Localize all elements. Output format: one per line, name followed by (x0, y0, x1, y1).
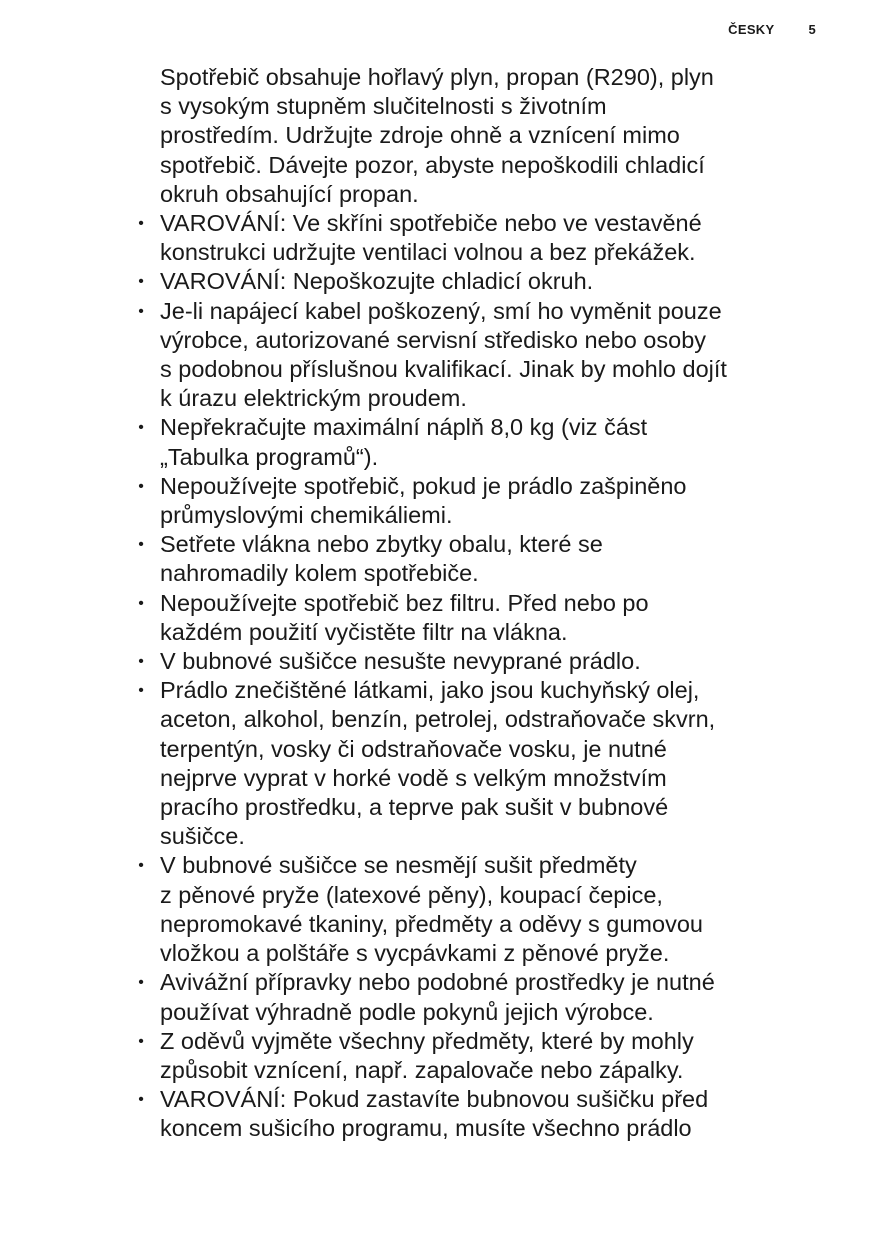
list-item-line: koncem sušicího programu, musíte všechno prádlo (160, 1115, 692, 1142)
list-item-line: výrobce, autorizované servisní středisko nebo osoby (160, 326, 707, 353)
bullet-list (138, 209, 830, 1144)
list-item (138, 968, 830, 1026)
bullet-icon: • (138, 1091, 144, 1109)
list-item-line: z pěnové pryže (latexové pěny), koupací čepice, (160, 881, 663, 908)
list-item-line: průmyslovými chemikáliemi. (160, 502, 453, 529)
bullet-icon: • (138, 477, 144, 495)
list-item-line: Avivážní přípravky nebo podobné prostředky je nutné (160, 969, 715, 996)
bullet-icon: • (138, 653, 144, 671)
list-item-line: k úrazu elektrickým proudem. (160, 385, 467, 412)
list-item-line: V bubnové sušičce nesušte nevyprané prádlo. (160, 648, 641, 675)
list-item-line: způsobit vznícení, např. zapalovače nebo zápalky. (160, 1056, 684, 1083)
list-item-line: nahromadily kolem spotřebiče. (160, 560, 479, 587)
list-item-line: pracího prostředku, a teprve pak sušit v bubnové (160, 794, 669, 821)
list-item (138, 851, 830, 968)
list-item-line: používat výhradně podle pokynů jejich výrobce. (160, 998, 654, 1025)
bullet-icon: • (138, 594, 144, 612)
list-item (138, 530, 830, 588)
list-item-line: Nepoužívejte spotřebič bez filtru. Před nebo po (160, 589, 649, 616)
list-item (138, 1085, 830, 1143)
bullet-icon: • (138, 1032, 144, 1050)
bullet-icon: • (138, 682, 144, 700)
list-item-line: VAROVÁNÍ: Pokud zastavíte bubnovou sušičku před (160, 1086, 709, 1113)
bullet-icon: • (138, 215, 144, 233)
list-item-line: konstrukci udržujte ventilaci volnou a bez překážek. (160, 239, 696, 266)
list-item-line: VAROVÁNÍ: Nepoškozujte chladicí okruh. (160, 268, 594, 295)
list-item (138, 589, 830, 647)
page-header (728, 22, 816, 37)
list-item-line: aceton, alkohol, benzín, petrolej, odstraňovače skvrn, (160, 706, 716, 733)
language-label: ČESKY (728, 22, 775, 37)
bullet-icon: • (138, 273, 144, 291)
bullet-icon: • (138, 857, 144, 875)
intro-line: prostředím. Udržujte zdroje ohně a vznícení mimo (160, 122, 680, 149)
list-item (138, 297, 830, 414)
list-item-line: Je-li napájecí kabel poškozený, smí ho vyměnit pouze (160, 297, 722, 324)
list-item (138, 209, 830, 267)
list-item-line: Nepřekračujte maximální náplň 8,0 kg (viz část (160, 414, 648, 441)
list-item-line: sušičce. (160, 823, 245, 850)
list-item-line: každém použití vyčistěte filtr na vlákna. (160, 618, 568, 645)
list-item (138, 647, 830, 676)
safety-instructions (138, 63, 830, 1144)
list-item-line: Z oděvů vyjměte všechny předměty, které by mohly (160, 1027, 694, 1054)
list-item-line: nejprve vyprat v horké vodě s velkým množstvím (160, 764, 667, 791)
list-item (138, 676, 830, 851)
list-item-line: s podobnou příslušnou kvalifikací. Jinak by mohlo dojít (160, 356, 727, 383)
list-item (138, 413, 830, 471)
bullet-icon: • (138, 419, 144, 437)
list-item-line: „Tabulka programů“). (160, 443, 379, 470)
bullet-icon: • (138, 302, 144, 320)
list-item (138, 1027, 830, 1085)
list-item-line: nepromokavé tkaniny, předměty a oděvy s gumovou (160, 910, 703, 937)
list-item-line: Setřete vlákna nebo zbytky obalu, které se (160, 531, 603, 558)
bullet-icon: • (138, 974, 144, 992)
page-number: 5 (808, 22, 816, 37)
list-item-line: Nepoužívejte spotřebič, pokud je prádlo zašpiněno (160, 472, 687, 499)
intro-paragraph (160, 63, 830, 209)
intro-line: spotřebič. Dávejte pozor, abyste nepoškodili chladicí (160, 151, 705, 178)
list-item-line: terpentýn, vosky či odstraňovače vosku, je nutné (160, 735, 667, 762)
intro-line: Spotřebič obsahuje hořlavý plyn, propan (R290), plyn (160, 64, 714, 90)
list-item (138, 472, 830, 530)
intro-line: okruh obsahující propan. (160, 180, 419, 207)
intro-line: s vysokým stupněm slučitelnosti s životním (160, 93, 607, 120)
list-item (138, 267, 830, 296)
list-item-line: V bubnové sušičce se nesmějí sušit předměty (160, 852, 637, 879)
list-item-line: Prádlo znečištěné látkami, jako jsou kuchyňský olej, (160, 677, 700, 704)
bullet-icon: • (138, 536, 144, 554)
list-item-line: vložkou a polštáře s vycpávkami z pěnové pryže. (160, 940, 670, 967)
list-item-line: VAROVÁNÍ: Ve skříni spotřebiče nebo ve vestavěné (160, 210, 702, 237)
